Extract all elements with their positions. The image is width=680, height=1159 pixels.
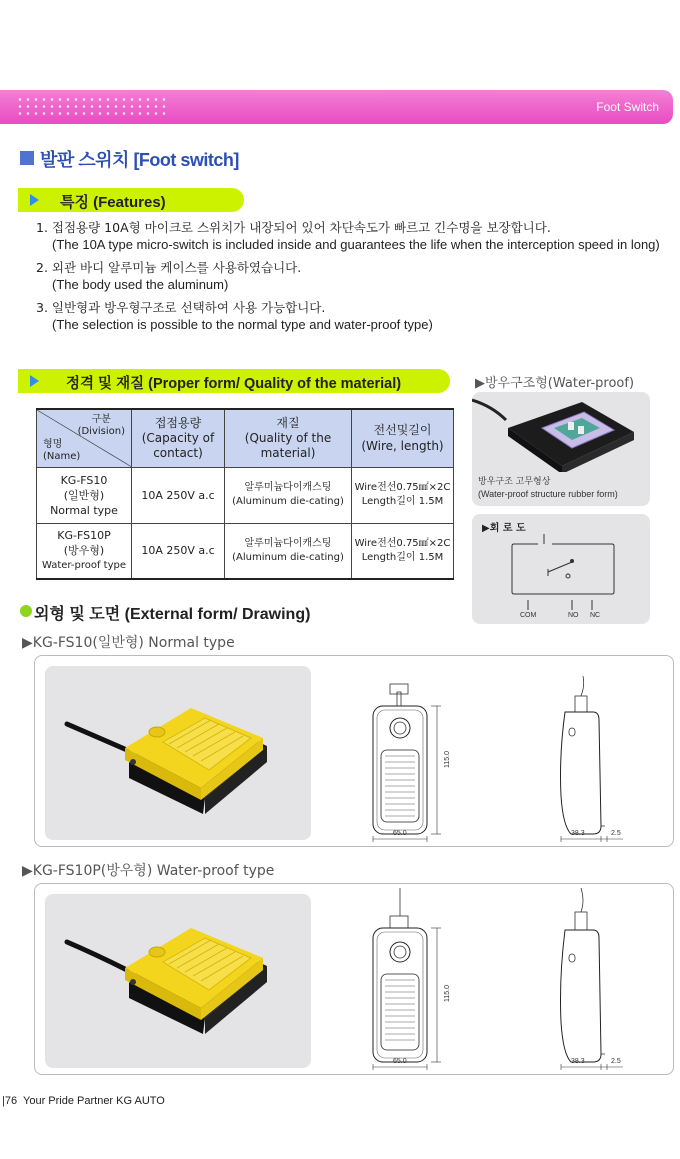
normal-type-title: ▶KG-FS10(일반형) Normal type bbox=[22, 635, 235, 651]
yellow-foot-switch-illustration bbox=[45, 666, 311, 840]
wire-cell bbox=[352, 523, 454, 579]
capacity-header-cell bbox=[132, 409, 225, 467]
nc-label: NC bbox=[590, 612, 601, 619]
feature-item bbox=[36, 259, 664, 293]
material-ko: 재질 bbox=[276, 415, 300, 430]
circuit-diagram bbox=[472, 514, 650, 624]
triangle-arrow-icon bbox=[30, 375, 39, 387]
title-square-icon bbox=[20, 151, 34, 165]
length-value: Length길이 1.5M bbox=[361, 551, 444, 563]
material-header-cell bbox=[225, 409, 352, 467]
feature-item bbox=[36, 299, 664, 333]
name-en: (Name) bbox=[43, 450, 81, 462]
model-cell bbox=[37, 523, 132, 579]
header-title: Foot Switch bbox=[596, 100, 659, 114]
feature-en: (The selection is possible to the normal type and water-proof type) bbox=[52, 317, 433, 332]
circuit-title: ▶회 로 도 bbox=[482, 523, 526, 534]
model-type-en: Normal type bbox=[50, 503, 118, 517]
foot-dimension: 2.5 bbox=[611, 830, 621, 837]
wire-en: (Wire, length) bbox=[361, 439, 444, 454]
triangle-arrow-icon bbox=[30, 194, 39, 206]
material-cell bbox=[225, 467, 352, 523]
dot-pattern bbox=[16, 96, 166, 118]
depth-dimension: 38.3 bbox=[571, 1058, 585, 1065]
spec-table bbox=[36, 408, 454, 580]
model-type-ko: (방우형) bbox=[63, 544, 105, 558]
waterproof-drawing-frame bbox=[34, 883, 674, 1075]
table-row bbox=[37, 467, 454, 523]
capacity-ko: 접점용량 bbox=[154, 415, 202, 430]
foot-dimension: 2.5 bbox=[611, 1058, 621, 1065]
page-title: 발판 스위치 [Foot switch] bbox=[40, 150, 239, 170]
wire-ko: 전선및길이 bbox=[373, 423, 432, 438]
spec-heading-label: 정격 및 재질 (Proper form/ Quality of the material) bbox=[66, 376, 402, 392]
feature-ko: 1. 접점용량 10A형 마이크로 스위치가 내장되어 있어 차단속도가 빠르고 긴수명을 보장합니다. bbox=[36, 220, 551, 235]
waterproof-type-title: ▶KG-FS10P(방우형) Water-proof type bbox=[22, 863, 275, 879]
division-en: (Division) bbox=[77, 426, 125, 437]
feature-en: (The body used the aluminum) bbox=[52, 277, 229, 292]
waterproof-caption-en: (Water-proof structure rubber form) bbox=[478, 489, 618, 499]
feature-item bbox=[36, 219, 664, 253]
width-dimension: 65.0 bbox=[393, 830, 407, 837]
normal-technical-drawing bbox=[355, 676, 665, 846]
division-header-cell bbox=[37, 409, 132, 467]
external-heading: 외형 및 도면 (External form/ Drawing) bbox=[34, 606, 311, 623]
material-cell bbox=[225, 523, 352, 579]
height-dimension: 115.0 bbox=[444, 985, 451, 1002]
waterproof-technical-drawing bbox=[355, 888, 665, 1074]
material-ko-value: 알루미늄다이캐스팅 bbox=[244, 537, 332, 549]
model-cell bbox=[37, 467, 132, 523]
features-list bbox=[36, 219, 664, 333]
model-name: KG-FS10P bbox=[57, 529, 111, 543]
waterproof-caption-ko: 방우구조 고무형상 bbox=[478, 477, 551, 487]
material-en-value: (Aluminum die-cating) bbox=[232, 496, 344, 507]
table-row bbox=[37, 523, 454, 579]
length-value: Length길이 1.5M bbox=[361, 496, 444, 507]
model-type-en: Water-proof type bbox=[41, 560, 127, 572]
features-heading-label: 특징 (Features) bbox=[60, 194, 166, 211]
division-ko: 구분 bbox=[91, 414, 111, 425]
waterproof-rubber-illustration bbox=[472, 392, 650, 472]
wire-cell bbox=[352, 467, 454, 523]
waterproof-panel bbox=[472, 392, 650, 506]
circuit-panel bbox=[472, 514, 650, 624]
depth-dimension: 38.3 bbox=[571, 830, 585, 837]
page-footer: |76 Your Pride Partner KG AUTO bbox=[2, 1095, 165, 1107]
waterproof-title: ▶방우구조형(Water-proof) bbox=[475, 376, 635, 391]
height-dimension: 115.0 bbox=[444, 751, 451, 768]
model-name: KG-FS10 bbox=[60, 473, 108, 487]
wire-value: Wire전선0.75㎟×2C bbox=[354, 482, 451, 493]
com-label: COM bbox=[520, 612, 537, 619]
feature-en: (The 10A type micro-switch is included inside and guarantees the life when the interception speed in long) bbox=[52, 237, 660, 252]
features-heading bbox=[18, 188, 244, 212]
wire-value: Wire전선0.75㎟×2C bbox=[354, 537, 451, 549]
header-band bbox=[0, 90, 673, 124]
spec-heading bbox=[18, 369, 450, 393]
normal-drawing-frame bbox=[34, 655, 674, 847]
material-en: (Quality of the material) bbox=[244, 430, 332, 460]
name-ko: 형명 bbox=[43, 438, 63, 450]
capacity-cell: 10A 250V a.c bbox=[132, 467, 225, 523]
yellow-foot-switch-illustration bbox=[45, 894, 311, 1068]
no-label: NO bbox=[568, 612, 579, 619]
material-ko-value: 알루미늄다이캐스팅 bbox=[244, 482, 332, 493]
capacity-cell: 10A 250V a.c bbox=[132, 523, 225, 579]
material-en-value: (Aluminum die-cating) bbox=[232, 551, 344, 563]
normal-photo bbox=[45, 666, 311, 840]
capacity-en: (Capacity of contact) bbox=[141, 430, 215, 460]
width-dimension: 65.0 bbox=[393, 1058, 407, 1065]
bullet-dot-icon bbox=[20, 605, 32, 617]
model-type-ko: (일반형) bbox=[63, 488, 105, 502]
waterproof-photo bbox=[45, 894, 311, 1068]
wire-header-cell bbox=[352, 409, 454, 467]
feature-ko: 2. 외관 바디 알루미늄 케이스를 사용하였습니다. bbox=[36, 260, 302, 275]
feature-ko: 3. 일반형과 방우형구조로 선택하여 사용 가능합니다. bbox=[36, 300, 326, 315]
